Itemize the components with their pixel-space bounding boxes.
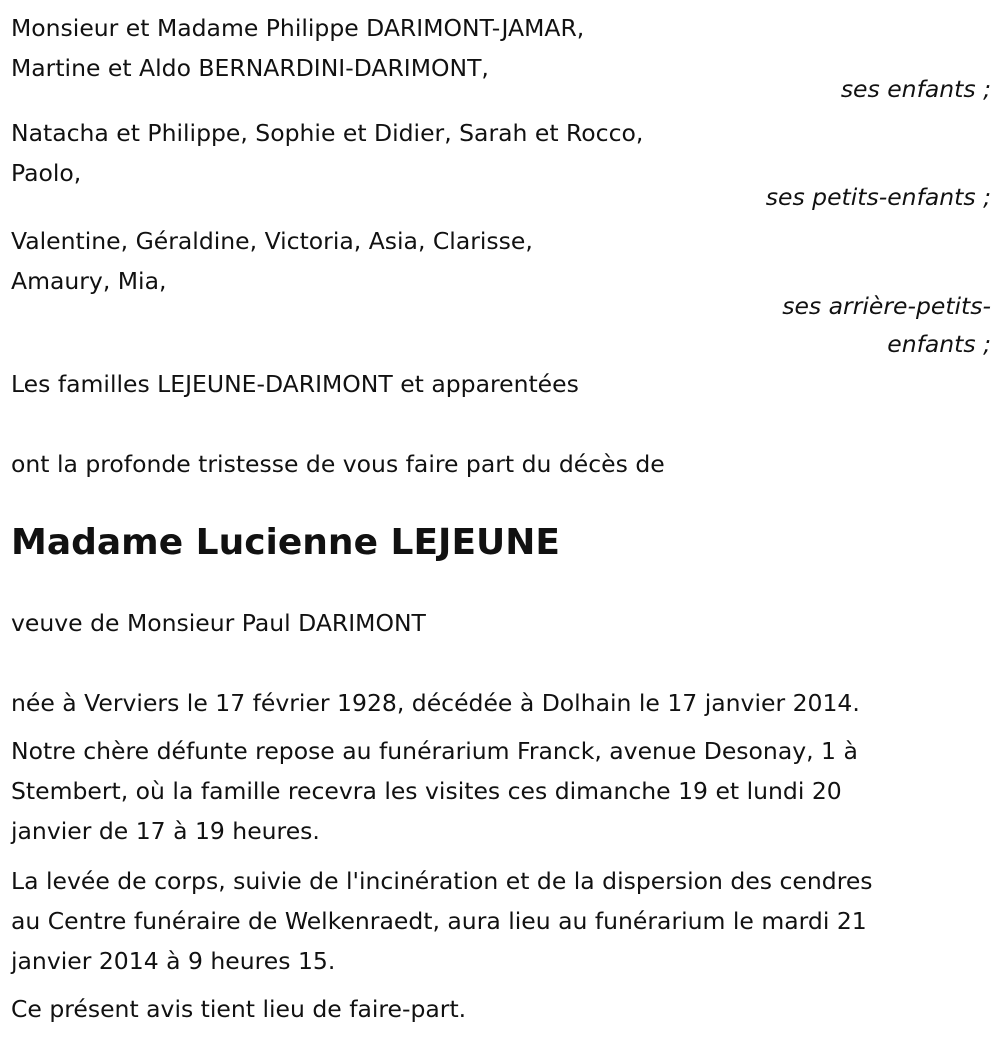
- children-block: [11, 8, 991, 109]
- ceremony-paragraph: [11, 861, 991, 981]
- children-line-2: Martine et Aldo BERNARDINI-DARIMONT,: [11, 54, 489, 82]
- ceremony-line-1: La levée de corps, suivie de l'incinération et de la dispersion des cendres: [11, 867, 873, 895]
- visitation-paragraph: [11, 731, 991, 851]
- great-grandchildren-block: [11, 221, 991, 364]
- birth-death-line: née à Verviers le 17 février 1928, décédée à Dolhain le 17 janvier 2014.: [11, 689, 860, 717]
- visitation-line-1: Notre chère défunte repose au funérarium Franck, avenue Desonay, 1 à: [11, 737, 858, 765]
- visitation-line-3: janvier de 17 à 19 heures.: [11, 817, 320, 845]
- grandchildren-line-2: Paolo,: [11, 159, 82, 187]
- closing-line: Ce présent avis tient lieu de faire-part.: [11, 995, 467, 1023]
- grandchildren-relation: ses petits-enfants ;: [765, 183, 991, 211]
- deceased-name: Madame Lucienne LEJEUNE: [11, 522, 560, 563]
- grandchildren-block: [11, 113, 991, 217]
- children-relation: ses enfants ;: [840, 75, 991, 103]
- ceremony-line-3: janvier 2014 à 9 heures 15.: [11, 947, 336, 975]
- great-grandchildren-line-2: Amaury, Mia,: [11, 267, 167, 295]
- obituary-notice: [11, 8, 991, 1029]
- visitation-line-2: Stembert, où la famille recevra les visites ces dimanche 19 et lundi 20: [11, 777, 842, 805]
- widow-of-line: veuve de Monsieur Paul DARIMONT: [11, 609, 426, 637]
- children-line-1: Monsieur et Madame Philippe DARIMONT-JAMAR,: [11, 14, 585, 42]
- families-line: Les familles LEJEUNE-DARIMONT et apparentées: [11, 370, 579, 398]
- great-grandchildren-line-1: Valentine, Géraldine, Victoria, Asia, Clarisse,: [11, 227, 533, 255]
- great-grandchildren-relation-line-1: ses arrière-petits-: [782, 292, 991, 320]
- great-grandchildren-relation-line-2: enfants ;: [887, 330, 991, 358]
- grandchildren-line-1: Natacha et Philippe, Sophie et Didier, Sarah et Rocco,: [11, 119, 644, 147]
- ceremony-line-2: au Centre funéraire de Welkenraedt, aura lieu au funérarium le mardi 21: [11, 907, 867, 935]
- announcement-line: ont la profonde tristesse de vous faire part du décès de: [11, 450, 665, 478]
